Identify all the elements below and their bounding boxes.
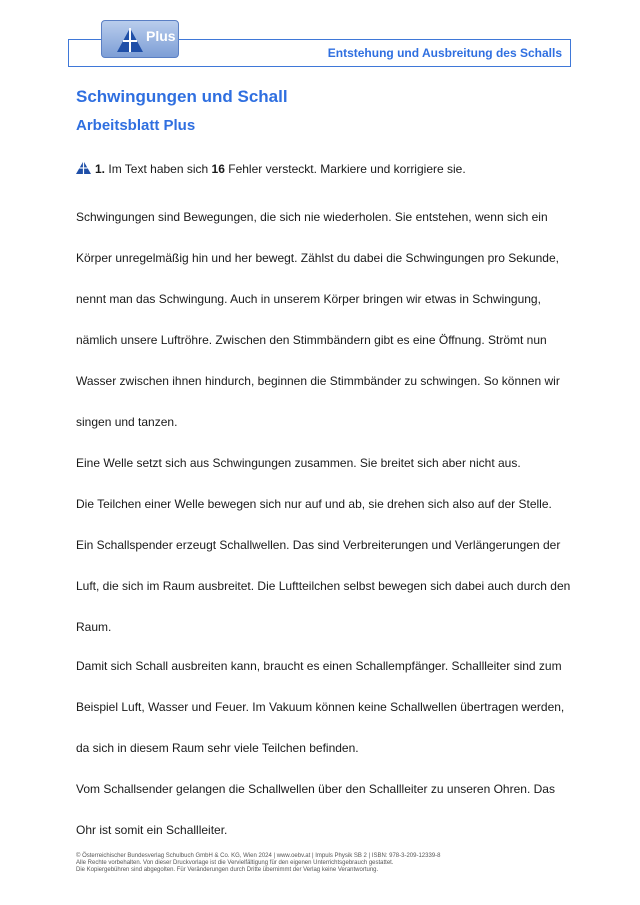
page-title: Schwingungen und Schall: [76, 87, 288, 106]
text-line: Damit sich Schall ausbreiten kann, braucht es einen Schallempfänger. Schallleiter sind zum: [76, 659, 562, 673]
text-line: Eine Welle setzt sich aus Schwingungen zusammen. Sie breitet sich aber nicht aus.: [76, 456, 521, 470]
footer-line: Die Kopiergebühren sind abgegolten. Für Veränderungen durch Dritte übernimmt der Verlag keine Verantwortung.: [76, 867, 379, 873]
page-subtitle: Arbeitsblatt Plus: [76, 117, 196, 134]
text-line: Ein Schallspender erzeugt Schallwellen. Das sind Verbreiterungen und Verlängerungen der: [76, 538, 561, 552]
task-instruction: [76, 161, 576, 176]
text-line: Vom Schallsender gelangen die Schallwellen über den Schallleiter zu unseren Ohren. Das: [76, 782, 555, 796]
copyright-footer: [76, 853, 596, 874]
triangle-logo-icon: [116, 26, 144, 54]
text-line: singen und tanzen.: [76, 415, 178, 429]
text-line: nennt man das Schwingung. Auch in unserem Körper bringen wir etwas in Schwingung,: [76, 292, 541, 306]
logo-text: Plus: [146, 28, 176, 44]
task-error-count: 16: [211, 162, 225, 176]
triangle-task-icon: [76, 161, 91, 174]
text-line: Beispiel Luft, Wasser und Feuer. Im Vakuum können keine Schallwellen übertragen werden,: [76, 700, 565, 714]
header-title: Entstehung und Ausbreitung des Schalls: [327, 46, 562, 60]
text-line: Ohr ist somit ein Schallleiter.: [76, 823, 228, 837]
task-number: 1.: [95, 162, 106, 176]
text-line: nämlich unsere Luftröhre. Zwischen den Stimmbändern gibt es eine Öffnung. Strömt nun: [76, 333, 547, 347]
footer-line: Alle Rechte vorbehalten. Von dieser Druckvorlage ist die Vervielfältigung für den eigenen Unterrichtsgebrauch gestattet.: [76, 860, 394, 866]
text-line: Körper unregelmäßig hin und her bewegt. Zählst du dabei die Schwingungen pro Sekunde,: [76, 251, 559, 265]
task-text-after: Fehler versteckt. Markiere und korrigiere sie.: [228, 162, 466, 176]
text-line: Die Teilchen einer Welle bewegen sich nur auf und ab, sie drehen sich also auf der Stelle.: [76, 497, 552, 511]
text-line: da sich in diesem Raum sehr viele Teilchen befinden.: [76, 741, 359, 755]
text-line: Schwingungen sind Bewegungen, die sich nie wiederholen. Sie entstehen, wenn sich ein: [76, 210, 548, 224]
task-text-before: Im Text haben sich: [108, 162, 209, 176]
plus-logo: [101, 20, 179, 58]
text-line: Wasser zwischen ihnen hindurch, beginnen die Stimmbänder zu schwingen. So können wir: [76, 374, 560, 388]
text-line: Raum.: [76, 620, 112, 634]
text-line: Luft, die sich im Raum ausbreitet. Die Luftteilchen selbst bewegen sich dabei auch durch den: [76, 579, 571, 593]
footer-line: © Österreichischer Bundesverlag Schulbuch GmbH & Co. KG, Wien 2024 | www.oebv.at | Impuls Physik SB 2 | ISBN: 978-3-209-12339-8: [76, 853, 441, 859]
